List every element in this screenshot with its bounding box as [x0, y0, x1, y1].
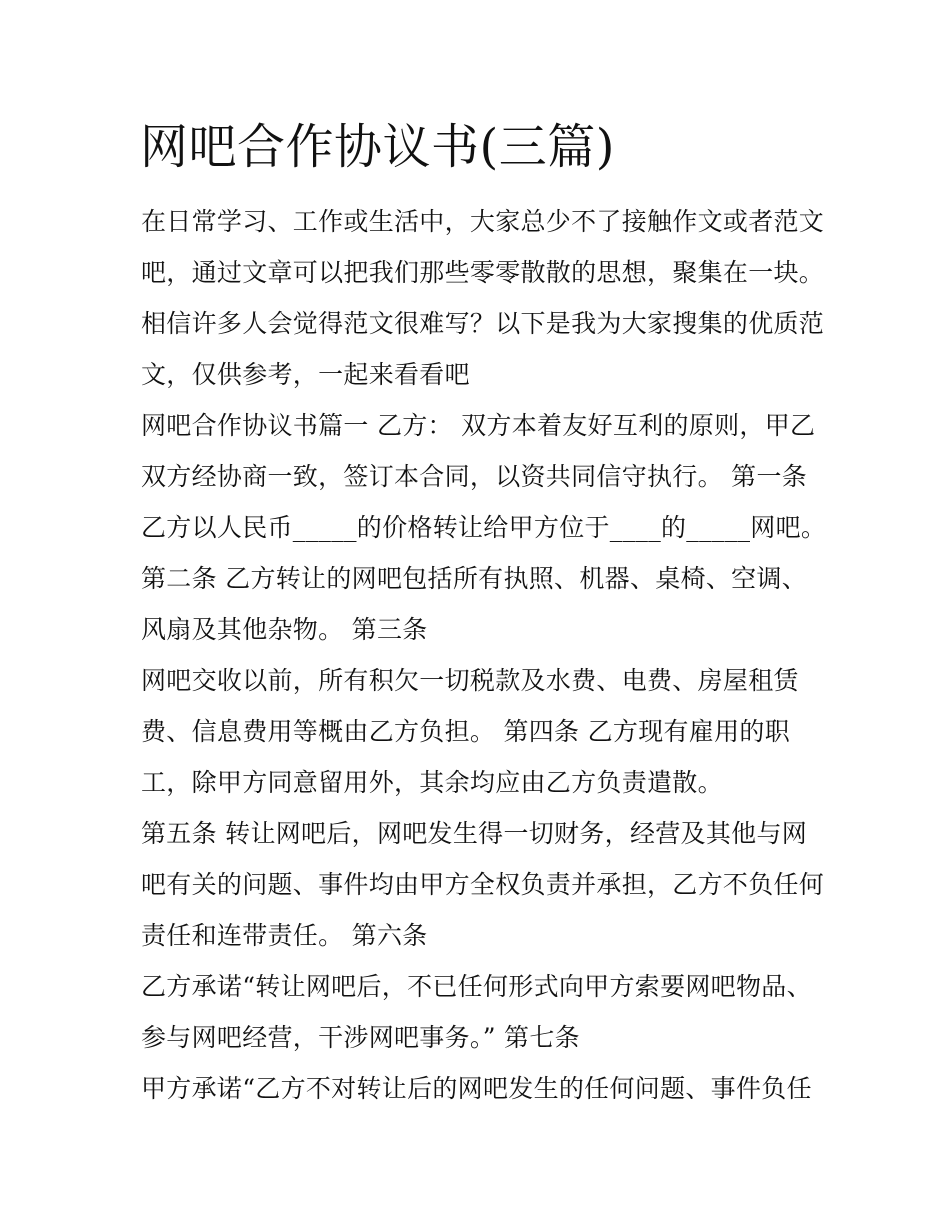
body-line-14: 吧有关的问题、事件均由甲方全权负责并承担，乙方不负任何 — [141, 870, 825, 899]
body-line-15: 责任和连带责任。 第六条 — [141, 921, 428, 950]
body-line-11: 费、信息费用等概由乙方负担。 第四条 乙方现有雇用的职 — [141, 717, 790, 746]
body-line-13: 第五条 转让网吧后，网吧发生得一切财务，经营及其他与网 — [141, 819, 808, 848]
body-line-7: 乙方以人民币_____的价格转让给甲方位于____的_____网吧。 — [141, 513, 827, 542]
body-line-3: 相信许多人会觉得范文很难写？以下是我为大家搜集的优质范 — [141, 309, 825, 338]
body-line-4: 文，仅供参考，一起来看看吧 — [141, 360, 470, 389]
body-line-6: 双方经协商一致，签订本合同，以资共同信守执行。 第一条 — [141, 462, 808, 491]
body-line-18: 甲方承诺“乙方不对转让后的网吧发生的任何问题、事件负任 — [141, 1074, 812, 1103]
body-line-17: 参与网吧经营，干涉网吧事务。” 第七条 — [141, 1023, 580, 1052]
body-line-5: 网吧合作协议书篇一 乙方： 双方本着友好互利的原则，甲乙 — [141, 411, 816, 440]
body-line-8: 第二条 乙方转让的网吧包括所有执照、机器、桌椅、空调、 — [141, 564, 808, 593]
body-line-12: 工，除甲方同意留用外，其余均应由乙方负责遣散。 — [141, 768, 723, 797]
body-line-9: 风扇及其他杂物。 第三条 — [141, 615, 428, 644]
document-title: 网吧合作协议书(三篇) — [140, 119, 615, 175]
body-line-1: 在日常学习、工作或生活中，大家总少不了接触作文或者范文 — [141, 207, 825, 236]
body-line-2: 吧，通过文章可以把我们那些零零散散的思想，聚集在一块。 — [141, 258, 825, 287]
body-line-16: 乙方承诺“转让网吧后，不已任何形式向甲方索要网吧物品、 — [141, 972, 812, 1001]
body-line-10: 网吧交收以前，所有积欠一切税款及水费、电费、房屋租赁 — [141, 666, 799, 695]
